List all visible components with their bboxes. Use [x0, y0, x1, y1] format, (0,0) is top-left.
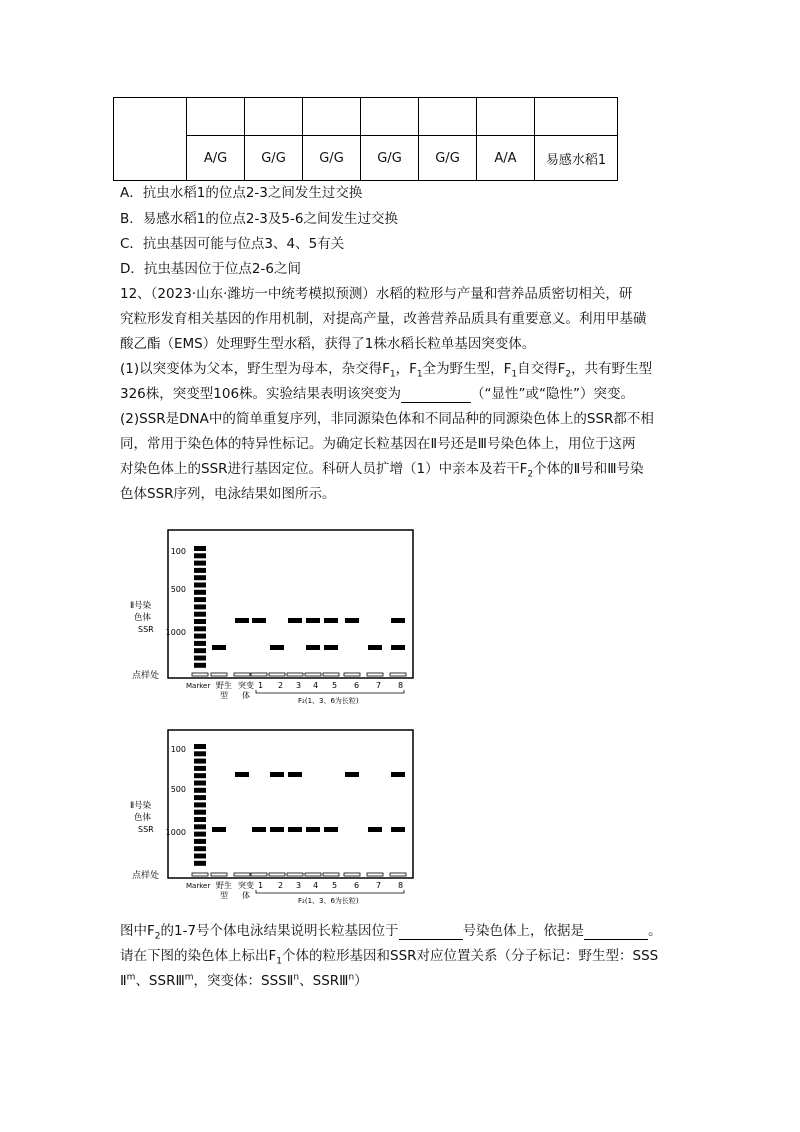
- ladder-band: [194, 612, 206, 617]
- ladder-band: [194, 597, 206, 602]
- table-cell: G/G: [245, 136, 303, 181]
- gel-band: [391, 827, 405, 832]
- option-d: D．抗虫基因位于位点2-6之间: [120, 261, 301, 277]
- table-cell: [535, 98, 618, 136]
- ladder-band: [194, 619, 206, 624]
- table-cell: A/A: [477, 136, 535, 181]
- sample-well: [390, 873, 406, 876]
- gel-band: [306, 645, 320, 650]
- table-row: [114, 136, 618, 181]
- q12-part2-line2: 同，常用于染色体的特异性标记。为确定长粒基因在Ⅱ号还是Ⅲ号染色体上，用位于这两: [120, 436, 636, 452]
- gel-1-svg: [128, 528, 418, 708]
- lane-label: 8: [398, 881, 404, 890]
- sample-well: [344, 873, 360, 876]
- table-cell: 易感水稻1: [535, 136, 618, 181]
- ladder-band: [194, 561, 206, 566]
- ladder-band: [194, 626, 206, 631]
- ladder-band: [194, 788, 206, 793]
- option-b: B．易感水稻1的位点2-3及5-6之间发生过交换: [120, 211, 398, 227]
- table-cell: [245, 98, 303, 136]
- genotype-table: [113, 97, 618, 181]
- ladder-band: [194, 744, 206, 749]
- bands: [212, 772, 405, 832]
- gel-band: [212, 645, 226, 650]
- gel-band: [306, 827, 320, 832]
- sample-well: [211, 673, 227, 676]
- tick-label: 100: [170, 547, 186, 556]
- marker-ladder: [194, 744, 206, 866]
- well-label: 点样处: [132, 671, 160, 681]
- lane-label: Marker: [186, 682, 211, 690]
- ladder-band: [194, 641, 206, 646]
- y-label-2: 色体: [134, 813, 152, 823]
- ladder-band: [194, 854, 206, 859]
- ladder-band: [194, 861, 206, 866]
- lane-label: 6: [354, 681, 360, 690]
- q12-intro-3: 酸乙酯（EMS）处理野生型水稻，获得了1株水稻长粒单基因突变体。: [120, 336, 536, 352]
- final-line-1: 图中$F_2$的1-7号个体电泳结果说明长粒基因位于 号染色体上，依据是 。: [120, 923, 662, 942]
- option-c: C．抗虫基因可能与位点3、4、5有关: [120, 236, 345, 252]
- lane-label: 3: [296, 681, 302, 690]
- tick-label: 1000: [165, 628, 186, 637]
- y-label-3: SSR: [138, 625, 154, 634]
- ladder-band: [194, 575, 206, 580]
- f2-group-label: F₂(1、3、6为长粒): [298, 697, 359, 705]
- sample-well: [323, 873, 339, 876]
- sample-well: [367, 673, 383, 676]
- sample-well: [211, 873, 227, 876]
- table-cell: A/G: [187, 136, 245, 181]
- lane-label: Marker: [186, 882, 211, 890]
- lane-label: 体: [242, 691, 250, 700]
- y-label-1: Ⅱ号染: [130, 601, 152, 611]
- lane-label: 突变: [238, 881, 254, 890]
- ladder-band: [194, 802, 206, 807]
- gel-band: [235, 618, 249, 623]
- table-cell: [187, 98, 245, 136]
- marker-ladder: [194, 546, 206, 668]
- lane-label: 1: [258, 881, 264, 890]
- lane-label: 4: [313, 881, 319, 890]
- gel-figure-2: [128, 728, 418, 912]
- answer-blank-2[interactable]: [399, 923, 463, 940]
- tick-label: 100: [170, 745, 186, 754]
- sample-well: [390, 673, 406, 676]
- gel-band: [391, 618, 405, 623]
- gel-2-svg: [128, 728, 418, 908]
- f2-group-label: F₂(1、3、6为长粒): [298, 897, 359, 905]
- gel-band: [212, 827, 226, 832]
- ladder-band: [194, 656, 206, 661]
- ladder-band: [194, 604, 206, 609]
- sample-well: [192, 873, 208, 876]
- gel-band: [288, 827, 302, 832]
- lane-label: 型: [220, 691, 228, 700]
- ladder-band: [194, 568, 206, 573]
- y-label-3: SSR: [138, 825, 154, 834]
- ladder-band: [194, 773, 206, 778]
- gel-band: [288, 772, 302, 777]
- q12-part1-line1: (1)以突变体为父本，野生型为母本，杂交得$F_1$，$F_1$全为野生型，$F_1$自交得$F_2$，共有野生型: [120, 361, 653, 380]
- wells: [192, 673, 406, 676]
- ladder-band: [194, 824, 206, 829]
- tick-label: 1000: [165, 828, 186, 837]
- gel-band: [345, 618, 359, 623]
- table-row-header-cell: [114, 98, 187, 181]
- sample-well: [234, 873, 250, 876]
- gel-band: [306, 618, 320, 623]
- gel-band: [345, 772, 359, 777]
- sample-well: [287, 873, 303, 876]
- table-cell: G/G: [419, 136, 477, 181]
- gel-band: [324, 827, 338, 832]
- lane-label: 4: [313, 681, 319, 690]
- sample-well: [269, 873, 285, 876]
- sample-well: [287, 673, 303, 676]
- ladder-band: [194, 583, 206, 588]
- lane-label: 型: [220, 891, 228, 900]
- q12-part1-line2: 326株，突变型106株。实验结果表明该突变为 （“显性”或“隐性”）突变。: [120, 386, 635, 402]
- gel-band: [270, 645, 284, 650]
- gel-band: [368, 645, 382, 650]
- lane-label: 体: [242, 891, 250, 900]
- gel-band: [252, 827, 266, 832]
- gel-band: [368, 827, 382, 832]
- lane-label: 5: [332, 681, 338, 690]
- lane-label: 8: [398, 681, 404, 690]
- lane-label: 野生: [216, 881, 232, 890]
- ladder-band: [194, 846, 206, 851]
- gel-figure-1: [128, 528, 418, 712]
- ladder-band: [194, 832, 206, 837]
- gel-band: [324, 618, 338, 623]
- answer-blank-1[interactable]: [401, 386, 471, 403]
- ladder-band: [194, 781, 206, 786]
- sample-well: [344, 673, 360, 676]
- q12-intro-2: 究粒形发育相关基因的作用机制，对提高产量，改善营养品质具有重要意义。利用甲基磺: [120, 311, 647, 327]
- sample-well: [234, 673, 250, 676]
- sample-well: [251, 673, 267, 676]
- ladder-band: [194, 590, 206, 595]
- answer-blank-3[interactable]: [584, 923, 648, 940]
- ladder-band: [194, 810, 206, 815]
- q12-part2-line4: 色体SSR序列，电泳结果如图所示。: [120, 486, 336, 502]
- ladder-band: [194, 546, 206, 551]
- y-label-1: Ⅱ号染: [130, 801, 152, 811]
- sample-well: [251, 873, 267, 876]
- sample-well: [367, 873, 383, 876]
- lane-label: 7: [376, 681, 382, 690]
- lane-label: 突变: [238, 681, 254, 690]
- gel-band: [288, 618, 302, 623]
- ladder-band: [194, 634, 206, 639]
- lane-label: 7: [376, 881, 382, 890]
- sample-well: [323, 673, 339, 676]
- table-cell: [419, 98, 477, 136]
- table-cell: [477, 98, 535, 136]
- gel-band: [324, 645, 338, 650]
- tick-label: 500: [170, 785, 186, 794]
- ladder-band: [194, 751, 206, 756]
- sample-well: [305, 673, 321, 676]
- lane-label: 2: [278, 881, 284, 890]
- ladder-band: [194, 795, 206, 800]
- option-a: A．抗虫水稻1的位点2-3之间发生过交换: [120, 185, 363, 201]
- f2-bracket: [256, 690, 404, 693]
- ladder-band: [194, 663, 206, 668]
- gel-band: [270, 772, 284, 777]
- table-cell: [361, 98, 419, 136]
- ladder-band: [194, 817, 206, 822]
- q12-part2-line3: 对染色体上的SSR进行基因定位。科研人员扩增（1）中亲本及若干$F_2$个体的Ⅱ号和Ⅲ号染: [120, 461, 644, 480]
- bands: [212, 618, 405, 650]
- gel-band: [391, 772, 405, 777]
- sample-well: [305, 873, 321, 876]
- sample-well: [269, 673, 285, 676]
- lane-label: 2: [278, 681, 284, 690]
- lane-label: 野生: [216, 681, 232, 690]
- gel-band: [235, 772, 249, 777]
- table-cell: [303, 98, 361, 136]
- wells: [192, 873, 406, 876]
- sample-well: [192, 673, 208, 676]
- f2-bracket: [256, 890, 404, 893]
- table-cell: G/G: [361, 136, 419, 181]
- ladder-band: [194, 766, 206, 771]
- gel-band: [391, 645, 405, 650]
- well-label: 点样处: [132, 871, 160, 881]
- ladder-band: [194, 759, 206, 764]
- q12-intro-1: 12、（2023·山东·潍坊一中统考模拟预测）水稻的粒形与产量和营养品质密切相关，研: [120, 286, 633, 302]
- gel-band: [252, 618, 266, 623]
- lane-label: 5: [332, 881, 338, 890]
- ladder-band: [194, 648, 206, 653]
- tick-label: 500: [170, 585, 186, 594]
- q12-part2-line1: (2)SSR是DNA中的简单重复序列，非同源染色体和不同品种的同源染色体上的SSR都不相: [120, 411, 654, 427]
- lane-label: 3: [296, 881, 302, 890]
- gel-band: [270, 827, 284, 832]
- y-label-2: 色体: [134, 613, 152, 623]
- ladder-band: [194, 839, 206, 844]
- ladder-band: [194, 553, 206, 558]
- lane-label: 6: [354, 881, 360, 890]
- lane-label: 1: [258, 681, 264, 690]
- table-cell: G/G: [303, 136, 361, 181]
- final-line-3: Ⅱ$^m$、SSRⅢ$^m$，突变体：SSSⅡ$^n$、SSRⅢ$^n$）: [120, 972, 368, 989]
- final-line-2: 请在下图的染色体上标出$F_1$个体的粒形基因和SSR对应位置关系（分子标记：野生型：SSS: [120, 948, 659, 967]
